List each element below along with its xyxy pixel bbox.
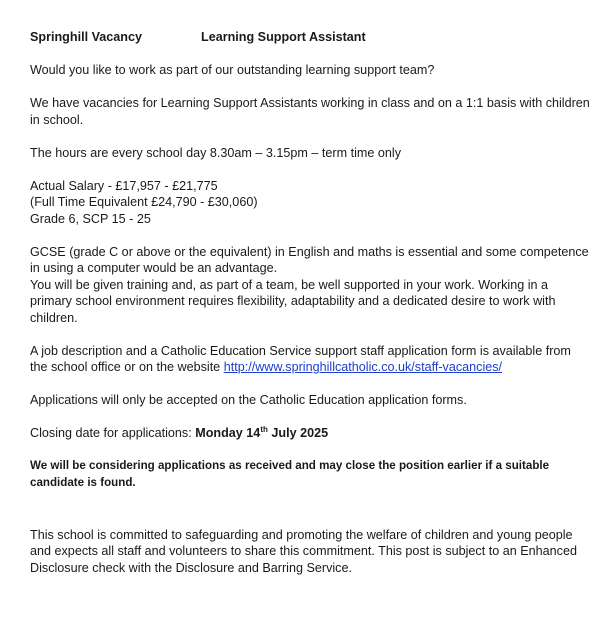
hours-paragraph: The hours are every school day 8.30am – 3.15pm – term time only (30, 145, 401, 160)
early-close-note: We will be considering applications as received and may close the position earlier if a suitable candidate is found. (30, 459, 550, 489)
gcse-requirement: GCSE (grade C or above or the equivalent) in English and maths is essential and some competence in using a computer would be an advantage. (30, 244, 589, 275)
vacancy-document (30, 29, 590, 593)
vacancy-title: Springhill Vacancy (30, 30, 142, 44)
full-time-equivalent: (Full Time Equivalent £24,790 - £30,060) (30, 195, 258, 209)
salary-block (30, 178, 590, 228)
forms-note: Applications will only be accepted on the Catholic Education application forms. (30, 393, 467, 407)
vacancies-paragraph: We have vacancies for Learning Support Assistants working in class and on a 1:1 basis with children in school. (30, 96, 590, 127)
actual-salary: Actual Salary - £17,957 - £21,775 (30, 178, 218, 193)
intro-paragraph: Would you like to work as part of our outstanding learning support team? (30, 63, 435, 77)
safeguarding-statement: This school is committed to safeguarding and promoting the welfare of children and young people and expects all staff and volunteers to share this commitment. This post is subject to an Enhanced Disclosure check with the Disclosure and Barring Service. (30, 527, 577, 575)
training-info: You will be given training and, as part of a team, be well supported in your work. Working in a primary school environment requires flexibility, adaptability and a dedicated desire to work with children. (30, 277, 556, 325)
closing-date-label: Closing date for applications: (30, 426, 196, 440)
requirements-block (30, 244, 590, 327)
staff-vacancies-link[interactable]: http://www.springhillcatholic.co.uk/staff-vacancies/ (223, 360, 503, 374)
role-title: Learning Support Assistant (201, 30, 366, 44)
closing-date-value: Monday 14th July 2025 (195, 424, 329, 440)
application-info-paragraph (30, 343, 590, 376)
document-header (30, 29, 590, 46)
spacer (30, 508, 590, 527)
grade: Grade 6, SCP 15 - 25 (30, 211, 151, 226)
closing-date-paragraph (30, 425, 590, 442)
application-info-text: A job description and a Catholic Education Service support staff application form is available from the school office or on the website (30, 343, 571, 374)
